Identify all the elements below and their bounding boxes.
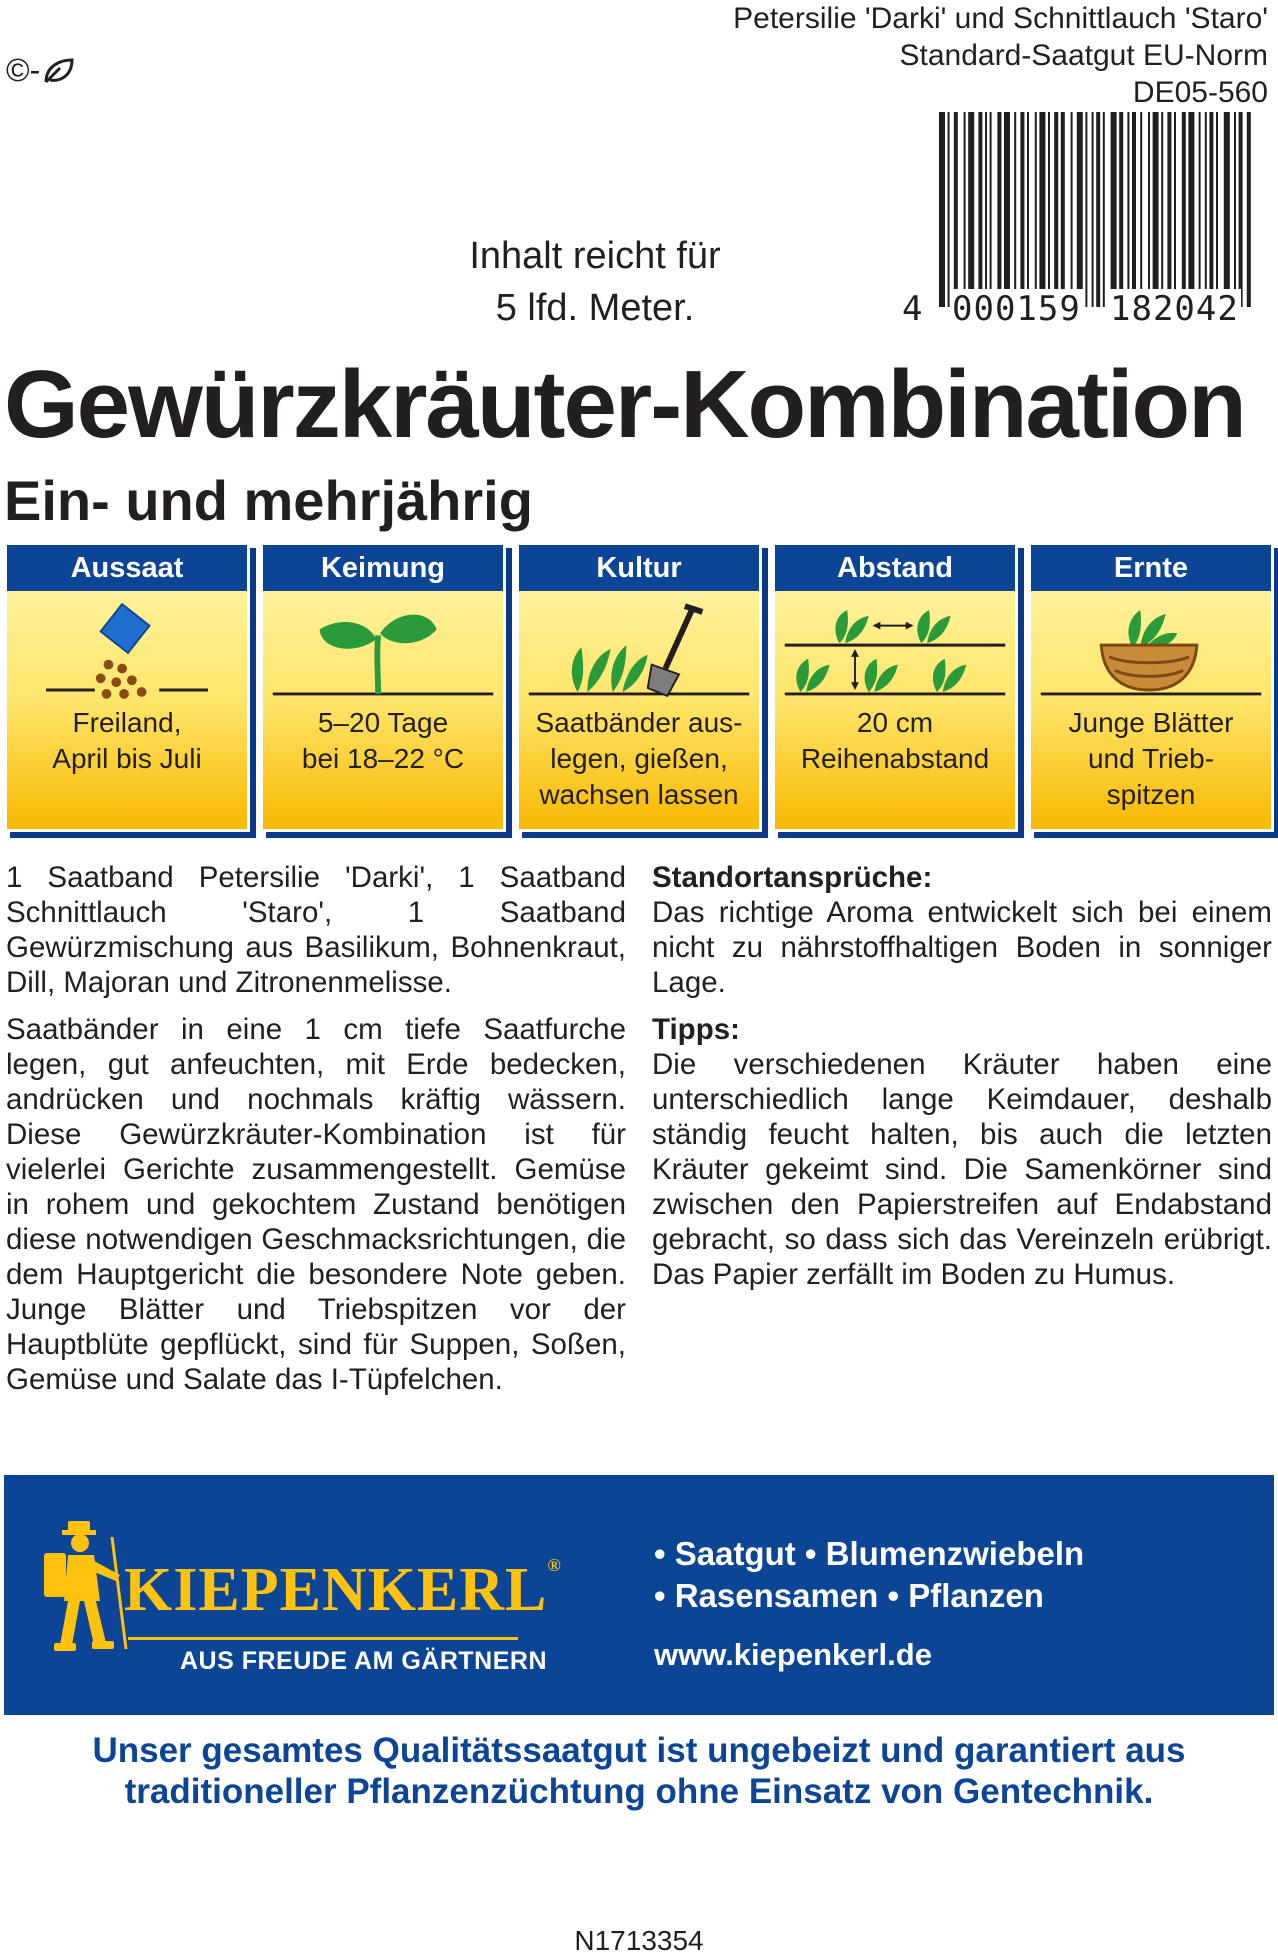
barcode-bar (1077, 112, 1083, 307)
barcode-bar (1054, 112, 1058, 307)
location-heading: Standortansprüche: (652, 861, 933, 894)
tips-column (652, 860, 1272, 1304)
barcode-bar (1103, 112, 1105, 307)
registered-mark: ® (547, 1555, 562, 1575)
contents-note (450, 230, 740, 334)
info-box-line: spitzen (1106, 779, 1196, 810)
barcode-bar (1071, 112, 1073, 307)
info-box-line: wachsen lassen (539, 779, 739, 810)
barcode-bar (1153, 112, 1159, 307)
info-box-heading: Aussaat (7, 545, 247, 591)
barcode-bar (1174, 112, 1176, 307)
info-box-line: legen, gießen, (550, 743, 728, 774)
info-box-text (1031, 705, 1271, 813)
seed-packet-icon (7, 595, 247, 705)
barcode-bar (1199, 112, 1201, 307)
barcode-bar (997, 112, 1001, 307)
barcode-bar (1061, 112, 1065, 307)
tips-text: Die verschiedenen Kräuter haben eine unterschiedlich lange Keimdauer, deshalb ständig feucht halten, bis auch die letzten Kräuter gekeimt sind. Die Samenkörner sind zwischen den Papierstreifen auf Endabstand gebracht, so dass sich das Vereinzeln erübrigt. Das Papier zerfällt im Boden zu Humus. (652, 1048, 1272, 1291)
kiepenkerl-figure-icon (42, 1517, 132, 1657)
product-line: Petersilie 'Darki' und Schnittlauch 'Staro' (733, 2, 1268, 35)
contents-line-2: 5 lfd. Meter. (495, 287, 695, 329)
barcode-bar (954, 112, 958, 307)
tips-heading: Tipps: (652, 1013, 740, 1046)
info-box-abstand (772, 542, 1018, 832)
page-title: Gewürzkräuter-Kombination (4, 351, 1245, 458)
barcode-bar (1004, 112, 1010, 307)
barcode-bar (990, 112, 992, 307)
barcode-bar (1085, 112, 1087, 307)
info-box-kultur (516, 542, 762, 832)
website-link[interactable]: www.kiepenkerl.de (654, 1637, 932, 1672)
barcode-bar (1148, 112, 1150, 307)
info-box-line: Saatbänder aus- (535, 707, 743, 738)
info-box-heading: Kultur (519, 545, 759, 591)
barcode-bar (1119, 112, 1123, 307)
page-subtitle: Ein- und mehrjährig (4, 469, 533, 532)
barcode-bar (968, 112, 974, 307)
barcode-group-one: 000159 (952, 289, 1081, 329)
barcode-bar (1048, 112, 1050, 307)
info-box-text (519, 705, 759, 813)
info-box-line: Freiland, (72, 707, 182, 738)
barcode-digits (900, 289, 1260, 335)
registration-number: DE05-560 (1132, 76, 1268, 109)
barcode-bar (1188, 112, 1194, 307)
barcode-bar (1167, 112, 1171, 307)
barcode-bar (1014, 112, 1016, 307)
description-column (6, 860, 626, 1409)
info-box-ernte (1028, 542, 1274, 832)
info-box-line: bei 18–22 °C (301, 743, 465, 774)
header-info (733, 0, 1268, 111)
seedling-icon (263, 595, 503, 705)
barcode-bar (1182, 112, 1186, 307)
shovel-plants-icon (519, 595, 759, 705)
package-contents-text: 1 Saatband Petersilie 'Darki', 1 Saatband Schnittlauch 'Staro', 1 Saatband Gewürzmischung aus Basilikum, Bohnenkraut, Dill, Majoran und Zitronenmelisse. (6, 861, 626, 999)
info-box-line: 20 cm (856, 707, 934, 738)
harvest-basket-icon (1031, 595, 1271, 705)
barcode-bar (1035, 112, 1037, 307)
barcode-bar (1127, 112, 1129, 307)
quality-statement (0, 1730, 1278, 1812)
seed-standard: Standard-Saatgut EU-Norm (899, 39, 1268, 72)
barcode-bar (1132, 112, 1136, 307)
info-box-line: April bis Juli (52, 743, 202, 774)
info-box-line: und Trieb- (1087, 743, 1215, 774)
product-categories (654, 1533, 1084, 1617)
spacing-icon (775, 595, 1015, 705)
barcode-bar (1039, 112, 1045, 307)
brand-slogan: AUS FREUDE AM GÄRTNERN (180, 1647, 548, 1675)
location-text: Das richtige Aroma entwickelt sich bei einem nicht zu nährstoffhaltigen Boden in sonniger Lage. (652, 896, 1272, 999)
barcode-bar (1239, 112, 1243, 307)
barcode (900, 112, 1260, 337)
info-box-line: Reihenabstand (800, 743, 990, 774)
barcode-bar (1092, 112, 1094, 307)
brand-banner (4, 1475, 1274, 1715)
product-categories-line: • Rasensamen • Pflanzen (654, 1577, 1044, 1614)
brand-divider (128, 1637, 518, 1640)
info-box-text (7, 705, 247, 777)
copyright-mark (6, 52, 76, 89)
brand-name: KIEPENKERL (124, 1556, 548, 1624)
article-code: N1713354 (574, 1925, 704, 1956)
barcode-bar (1224, 112, 1230, 307)
info-box-text (775, 705, 1015, 777)
info-box-aussaat (4, 542, 250, 832)
barcode-bar (1140, 112, 1142, 307)
barcode-bar (1161, 112, 1163, 307)
contents-line-1: Inhalt reicht für (469, 235, 721, 277)
barcode-bar (1247, 112, 1251, 307)
info-box-heading: Keimung (263, 545, 503, 591)
barcode-bar (1234, 112, 1236, 307)
copyright-symbol: ©- (6, 52, 41, 88)
barcode-bar (1020, 112, 1024, 307)
barcode-bar (1209, 112, 1213, 307)
quality-line: traditioneller Pflanzenzüchtung ohne Einsatz von Gentechnik. (124, 1772, 1154, 1811)
info-box-line: 5–20 Tage (317, 707, 449, 738)
info-box-line: Junge Blätter (1068, 707, 1234, 738)
barcode-bar (1205, 112, 1207, 307)
info-box-heading: Abstand (775, 545, 1015, 591)
quality-line: Unser gesamtes Qualitätssaatgut ist ungebeizt und garantiert aus (92, 1731, 1186, 1770)
barcode-bar (978, 112, 982, 307)
barcode-bar (985, 112, 987, 307)
barcode-bar (948, 112, 950, 307)
barcode-bar (1096, 112, 1100, 307)
sowing-instructions-text: Saatbänder in eine 1 cm tiefe Saatfurche legen, gut anfeuchten, mit Erde bedecken, andrücken und nochmals kräftig wässern. Diese Gewürzkräuter-Kombination ist für vielerlei Gerichte zusammengestellt. Gemüse in rohem und gekochtem Zustand benötigen diese notwendigen Geschmacksrichtungen, die dem Hauptgericht die besondere Note geben. Junge Blätter und Triebspitzen vor der Hauptblüte gepflückt, sind für Suppen, Soßen, Gemüse und Salate das I-Tüpfelchen. (6, 1013, 626, 1396)
barcode-group-two: 182042 (1110, 289, 1239, 329)
barcode-bar (939, 112, 945, 307)
barcode-bar (1216, 112, 1218, 307)
barcode-bar (964, 112, 966, 307)
product-categories-line: • Saatgut • Blumenzwiebeln (654, 1535, 1085, 1572)
info-box-heading: Ernte (1031, 545, 1271, 591)
barcode-first-digit: 4 (902, 289, 924, 329)
brand-logo (124, 1555, 562, 1626)
leaf-symbol-icon (42, 56, 76, 86)
barcode-bar (1111, 112, 1117, 307)
cultivation-info-boxes (4, 542, 1274, 832)
info-box-keimung (260, 542, 506, 832)
barcode-bars-icon (937, 112, 1255, 307)
barcode-bar (1027, 112, 1029, 307)
info-box-text (263, 705, 503, 777)
